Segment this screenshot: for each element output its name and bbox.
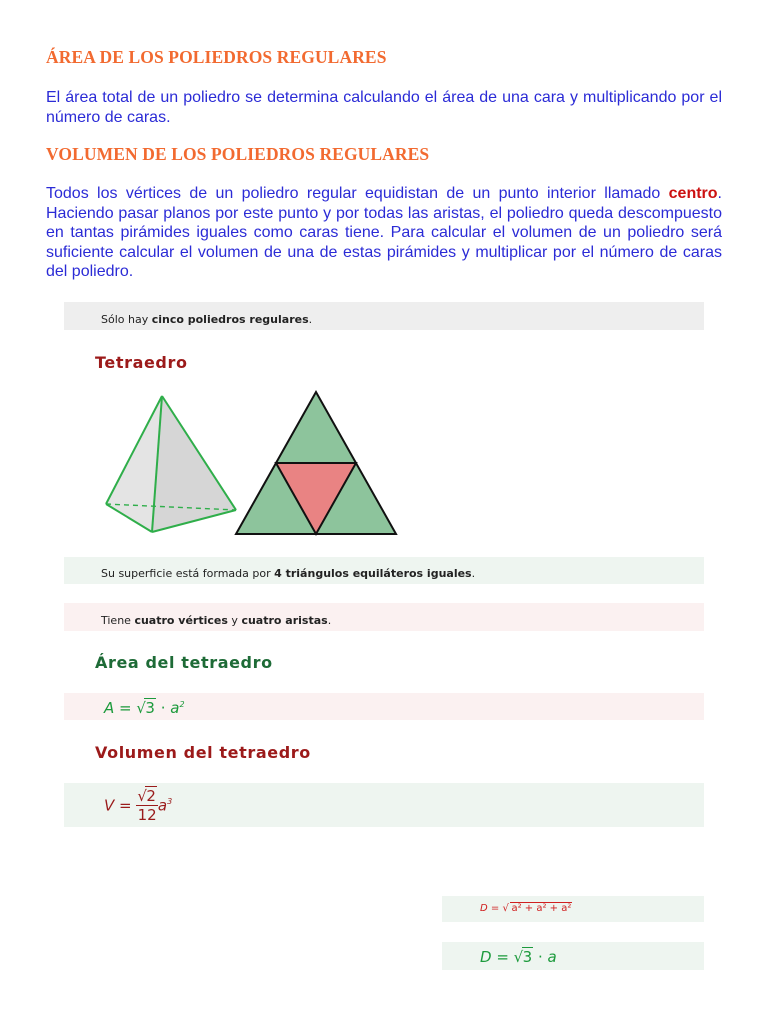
diagonal-formula-1: D = √ a² + a² + a² (480, 903, 572, 914)
intro-band (64, 302, 704, 330)
centro-highlight: centro (668, 185, 718, 202)
vertices-band (64, 603, 704, 631)
volume-paragraph (46, 184, 722, 282)
vertices-text: Tiene cuatro vértices y cuatro aristas. (101, 614, 332, 627)
area-formula-box (64, 693, 704, 720)
volume-heading: VOLUMEN DE LOS POLIEDROS REGULARES (46, 144, 430, 164)
surface-band (64, 557, 704, 584)
tetrahedron-3d-figure (98, 392, 244, 536)
intro-text: Sólo hay cinco poliedros regulares. (101, 313, 313, 326)
volume-formula-box (64, 783, 704, 827)
diagonal-formula-box-2 (442, 942, 704, 970)
diagonal-formula-box-1 (442, 896, 704, 922)
diagonal-formula-2: D = √ 3 · a (480, 948, 557, 966)
area-heading: ÁREA DE LOS POLIEDROS REGULARES (46, 47, 387, 67)
volumen-tetraedro-title: Volumen del tetraedro (95, 743, 311, 762)
area-tetraedro-title: Área del tetraedro (95, 653, 273, 672)
volume-formula: V = √ 2 12 $a^3$ (104, 787, 173, 824)
tetrahedron-net-figure (234, 388, 400, 538)
volume-text-before: Todos los vértices de un poliedro regular equidistan de un punto interior llamado (46, 185, 669, 202)
volume-text-after: . Haciendo pasar planos por este punto y por todas las aristas, el poliedro queda descompuesto en tantas pirámides iguales como caras tiene. Para calcular el volumen de un poliedro será suficiente calcular el volumen de una de estas pirámides y multiplicar por el número de caras del poliedro. (46, 185, 722, 281)
surface-text: Su superficie está formada por 4 triángulos equiláteros iguales. (101, 567, 476, 580)
tetraedro-title: Tetraedro (95, 353, 188, 372)
area-paragraph: El área total de un poliedro se determina calculando el área de una cara y multiplicando por el número de caras. (46, 89, 722, 126)
area-formula: A = √ $3 \cdot a^2$ (104, 699, 185, 717)
